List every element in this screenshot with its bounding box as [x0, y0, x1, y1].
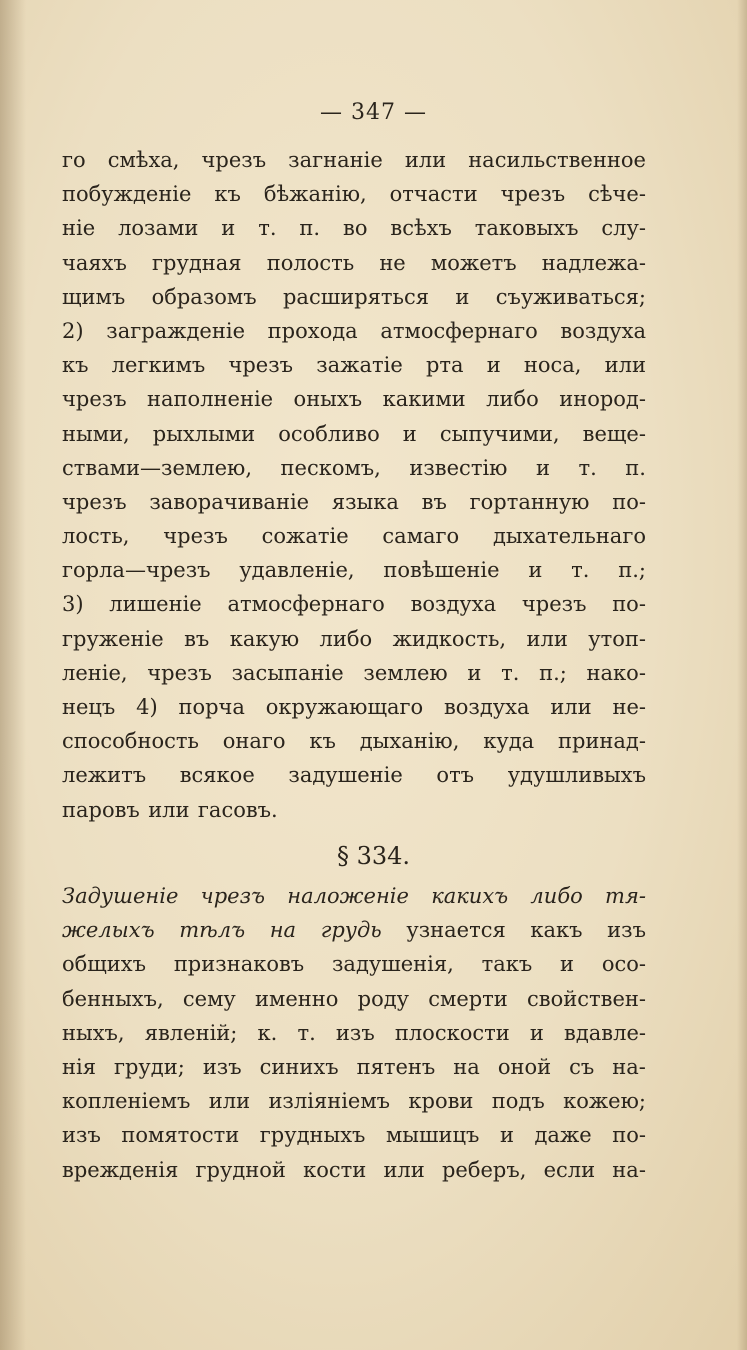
word: синихъ: [259, 1054, 339, 1079]
word: онаго: [222, 729, 286, 754]
text-line: [62, 690, 646, 724]
word: ніе: [62, 216, 96, 241]
word: задушеніе: [288, 763, 403, 788]
word: отчасти: [389, 182, 478, 207]
text-line: [62, 451, 646, 485]
word: тя-: [605, 884, 646, 908]
word: нія: [62, 1054, 96, 1079]
word: признаковъ: [173, 952, 305, 977]
word: на: [269, 918, 297, 943]
word: щимъ: [62, 284, 126, 309]
word: крови: [408, 1089, 474, 1114]
text-line: [62, 587, 646, 621]
word: засыпаніе: [231, 660, 344, 685]
word: т.: [501, 660, 520, 685]
word: инород-: [559, 387, 646, 412]
word: или: [550, 695, 592, 719]
text-line: [62, 143, 646, 177]
text-line: [62, 724, 646, 758]
word: т.: [297, 1020, 316, 1045]
word: общихъ: [62, 952, 147, 977]
word: лишеніе: [109, 592, 202, 617]
word: п.: [299, 216, 321, 241]
text-line: [62, 177, 646, 211]
word: съуживаться;: [495, 284, 646, 309]
word: тѣлъ: [179, 918, 246, 943]
word: го: [62, 148, 86, 172]
word: желыхъ: [62, 918, 155, 943]
text-line: [62, 280, 646, 314]
word: грудной: [195, 1157, 286, 1182]
word: удушливыхъ: [507, 763, 646, 788]
word: особливо: [278, 421, 380, 446]
text-line: [62, 553, 646, 587]
word: п.;: [539, 660, 567, 685]
page-number: — 347 —: [320, 100, 427, 125]
word: и: [535, 455, 550, 480]
text-line: [62, 314, 646, 348]
word: рта: [425, 353, 464, 378]
word: къ: [309, 729, 336, 754]
word: Задушеніе: [62, 884, 179, 908]
word: сему: [182, 986, 236, 1011]
word: надлежа-: [541, 250, 646, 275]
text-line: [62, 417, 646, 451]
word: воздуха: [410, 592, 497, 617]
word: расширяться: [282, 284, 429, 309]
word: лежитъ: [62, 763, 147, 788]
word: свойствен-: [527, 986, 646, 1011]
word: и: [467, 660, 482, 685]
word: какими: [382, 387, 466, 412]
word: вдавле-: [564, 1020, 646, 1045]
word: к.: [257, 1020, 278, 1045]
word: явленій;: [144, 1020, 238, 1045]
word: подъ: [491, 1089, 545, 1114]
word: либо: [530, 884, 583, 908]
word: гортанную: [469, 489, 590, 514]
word: таковыхъ: [474, 216, 579, 241]
text-line: [62, 879, 646, 913]
word: и: [560, 952, 575, 977]
word: нако-: [586, 660, 646, 685]
word: на-: [612, 1157, 646, 1182]
text-line: [62, 382, 646, 416]
word: побужденіе: [62, 182, 192, 207]
word: куда: [483, 729, 535, 754]
word: бенныхъ,: [62, 986, 164, 1011]
word: чрезъ: [201, 148, 267, 172]
text-line: [62, 1084, 646, 1118]
page-edge-shadow: [737, 0, 747, 1350]
word: кожею;: [563, 1089, 646, 1114]
text-line: [62, 656, 646, 690]
word: носа,: [523, 353, 582, 378]
word: всѣхъ: [390, 216, 452, 241]
word: пескомъ,: [280, 455, 381, 480]
word: оной: [497, 1054, 552, 1079]
word: смерти: [428, 986, 508, 1011]
word: паровъ: [62, 797, 140, 822]
word: атмосфернаго: [227, 592, 385, 617]
word: или: [604, 353, 646, 378]
page-spine-shadow: [0, 0, 26, 1350]
word: образомъ: [151, 284, 257, 309]
word: либо: [319, 626, 373, 651]
word: т.: [578, 455, 597, 480]
word: помятости: [121, 1123, 240, 1148]
word: или: [404, 148, 447, 172]
word: чаяхъ: [62, 250, 127, 275]
word: или: [208, 1089, 251, 1114]
text-line: [62, 246, 646, 280]
word: известію: [409, 455, 508, 480]
section-heading: § 334.: [336, 842, 411, 870]
word: ствами—землею,: [62, 455, 252, 480]
word: атмосфернаго: [380, 318, 538, 343]
word: груди;: [113, 1054, 185, 1079]
text-line: [62, 982, 646, 1016]
word: такъ: [481, 952, 533, 977]
word: изъ: [335, 1020, 375, 1045]
word: на: [453, 1054, 480, 1079]
word: къ: [62, 353, 89, 378]
word: сожатіе: [261, 524, 349, 549]
word: врежденія: [62, 1157, 179, 1182]
word: зажатіе: [316, 353, 403, 378]
word: полость: [266, 250, 355, 275]
word: повѣшеніе: [383, 558, 500, 583]
text-line: [62, 622, 646, 656]
word: изъ: [607, 918, 646, 943]
word: кости: [303, 1157, 367, 1182]
word: либо: [486, 387, 539, 412]
word: всякое: [179, 763, 255, 788]
word: бѣжанію,: [263, 182, 367, 207]
word: задушенія,: [331, 952, 454, 977]
word: именно: [255, 986, 339, 1011]
word: 3): [62, 592, 84, 617]
word: узнается: [406, 918, 506, 943]
word: чрезъ: [228, 353, 294, 378]
word: грудная: [152, 250, 242, 275]
word: слу-: [601, 216, 646, 241]
word: пятенъ: [356, 1054, 436, 1079]
word: жидкость,: [392, 626, 507, 651]
word: какихъ: [431, 884, 509, 908]
word: груженіе: [62, 626, 164, 651]
word: смѣха,: [107, 148, 180, 172]
word: ныхъ,: [62, 1020, 125, 1045]
word: т.: [571, 558, 590, 583]
word: или: [526, 626, 568, 651]
word: какъ: [530, 918, 583, 943]
word: и: [528, 558, 543, 583]
word: осо-: [601, 952, 646, 977]
word: грудныхъ: [259, 1123, 366, 1148]
word: и: [455, 284, 470, 309]
word: 2): [62, 318, 84, 343]
word: дыхательнаго: [492, 524, 646, 549]
word: наложеніе: [287, 884, 409, 908]
text-line: [62, 1118, 646, 1152]
word: окружающаго: [265, 695, 424, 719]
word: если: [543, 1157, 596, 1182]
word: во: [343, 216, 368, 241]
word: легкимъ: [111, 353, 206, 378]
text-line: [62, 485, 646, 519]
word: утоп-: [588, 626, 646, 651]
word: роду: [357, 986, 409, 1011]
word: сѣче-: [588, 182, 646, 207]
word: веще-: [582, 421, 646, 446]
word: мышицъ: [385, 1123, 480, 1148]
word: чрезъ: [500, 182, 566, 207]
word: воздуха: [560, 318, 646, 343]
word: заворачиваніе: [149, 489, 310, 514]
text-line: [62, 348, 646, 382]
word: чрезъ: [62, 387, 127, 412]
word: можетъ: [430, 250, 517, 275]
word: воздуха: [443, 695, 530, 719]
word: горла—чрезъ: [62, 558, 211, 583]
word: леніе,: [62, 660, 128, 685]
word: не-: [612, 695, 646, 719]
word: прохода: [267, 318, 358, 343]
word: языка: [331, 489, 399, 514]
word: лость,: [62, 524, 130, 549]
word: п.: [625, 455, 646, 480]
word: къ: [214, 182, 241, 207]
word: самаго: [382, 524, 460, 549]
text-line: [62, 793, 646, 827]
word: загнаніе: [288, 148, 383, 172]
word: чрезъ: [163, 524, 228, 549]
text-line: [62, 913, 646, 947]
word: и: [486, 353, 501, 378]
word: какую: [229, 626, 300, 651]
word: копленіемъ: [62, 1089, 191, 1114]
word: удавленіе,: [239, 558, 355, 583]
word: по-: [612, 489, 646, 514]
word: и: [402, 421, 417, 446]
paragraph-2: [62, 879, 646, 1187]
word: на-: [612, 1054, 646, 1079]
word: насильственное: [468, 148, 646, 172]
word: въ: [184, 626, 210, 651]
word: лозами: [118, 216, 199, 241]
word: т.: [258, 216, 277, 241]
word: отъ: [436, 763, 475, 788]
word: порча: [178, 695, 245, 719]
word: чрезъ: [62, 489, 127, 514]
word: землею: [363, 660, 448, 685]
word: способность: [62, 729, 199, 754]
word: п.;: [618, 558, 646, 583]
word: дыханію,: [359, 729, 460, 754]
text-line: [62, 1153, 646, 1187]
word: по-: [612, 592, 646, 617]
word: сыпучими,: [439, 421, 560, 446]
word: и: [221, 216, 236, 241]
word: и: [499, 1123, 514, 1148]
word: нецъ: [62, 695, 116, 719]
text-line: [62, 211, 646, 245]
word: изъ: [62, 1123, 101, 1148]
word: оныхъ: [293, 387, 363, 412]
word: изліяніемъ: [268, 1089, 391, 1114]
word: реберъ,: [441, 1157, 527, 1182]
word: чрезъ: [521, 592, 587, 617]
text-line: [62, 947, 646, 981]
word: загражденіе: [106, 318, 245, 343]
word: въ: [421, 489, 447, 514]
word: по-: [612, 1123, 646, 1148]
word: 4): [136, 695, 158, 719]
word: или: [148, 797, 190, 822]
text-line: [62, 758, 646, 792]
word: гасовъ.: [197, 797, 278, 822]
word: даже: [534, 1123, 592, 1148]
word: плоскости: [394, 1020, 510, 1045]
text-line: [62, 1016, 646, 1050]
text-line: [62, 519, 646, 553]
word: и: [529, 1020, 544, 1045]
word: чрезъ: [200, 884, 266, 908]
word: съ: [569, 1054, 595, 1079]
word: ными,: [62, 421, 130, 446]
word: не: [379, 250, 406, 275]
word: принад-: [557, 729, 646, 754]
word: чрезъ: [147, 660, 212, 685]
word: грудь: [320, 918, 382, 943]
word: или: [383, 1157, 425, 1182]
word: наполненіе: [147, 387, 274, 412]
paragraph-1: [62, 143, 646, 827]
word: изъ: [202, 1054, 242, 1079]
text-line: [62, 1050, 646, 1084]
word: рыхлыми: [152, 421, 256, 446]
